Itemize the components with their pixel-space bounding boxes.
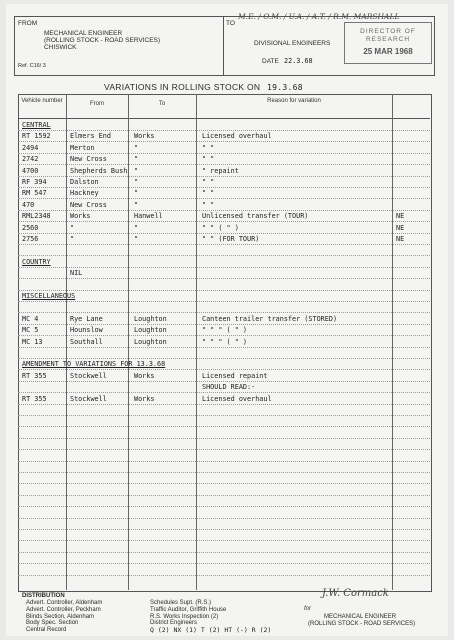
row-from: New Cross xyxy=(70,155,107,164)
ruled-line xyxy=(18,164,430,165)
ruled-line xyxy=(18,449,430,450)
row-from: Southall xyxy=(70,337,103,346)
form-title-text: VARIATIONS IN ROLLING STOCK ON xyxy=(104,82,261,92)
row-reason: Licensed overhaul xyxy=(202,394,272,403)
row-reason: " " xyxy=(202,155,215,164)
ruled-line xyxy=(18,335,430,336)
row-reason: " " " ( " ) xyxy=(202,337,248,346)
row-to: Works xyxy=(134,132,155,141)
col-divider-3 xyxy=(196,94,197,590)
row-to: " xyxy=(134,189,139,198)
row-from: Dalston xyxy=(70,178,99,186)
to-handwritten: M.E. / O.M. / U.A. / A.T. / R.M. MARSHALL xyxy=(238,12,400,21)
date-value: 22.3.68 xyxy=(284,57,313,65)
row-veh: 2742 xyxy=(22,155,39,164)
distribution-codes: Q (2) NX (1) T (2) HT (-) R (2) xyxy=(150,626,272,635)
row-reason: SHOULD READ:- xyxy=(202,383,256,392)
col-divider-4 xyxy=(392,94,393,590)
ruled-line xyxy=(18,483,430,484)
row-veh: RT 1592 xyxy=(22,132,51,141)
row-veh: AMENDMENT TO VARIATIONS FOR 13.3.68 xyxy=(22,360,166,369)
ruled-line xyxy=(18,369,430,370)
row-note: NE xyxy=(396,235,405,243)
row-veh: RF 394 xyxy=(22,178,47,186)
ruled-line xyxy=(18,404,430,405)
ruled-line xyxy=(18,187,430,188)
ruled-line xyxy=(18,426,430,427)
ruled-line xyxy=(18,312,430,313)
from-label: FROM xyxy=(18,20,38,27)
ruled-line xyxy=(18,438,430,439)
row-reason: " " ( " ) xyxy=(202,223,239,232)
distribution-list-2 xyxy=(150,600,271,634)
stamp-line-1: DIRECTOR OF xyxy=(360,28,416,35)
col-divider-2 xyxy=(128,94,129,590)
row-veh: RT 355 xyxy=(22,371,47,380)
ruled-line xyxy=(18,255,430,256)
row-to: " xyxy=(134,235,139,243)
row-from: Rye Lane xyxy=(70,314,103,323)
row-to: " xyxy=(134,143,139,152)
row-veh: MC 5 xyxy=(22,326,39,335)
distribution-item: Body Spec. Section xyxy=(26,620,79,627)
row-to: Loughton xyxy=(134,314,167,323)
row-veh: RT 355 xyxy=(22,394,47,403)
row-to: Hanwell xyxy=(134,212,163,221)
col-header-from: From xyxy=(90,101,104,107)
ruled-line xyxy=(18,244,430,245)
row-reason: " " xyxy=(202,143,215,152)
row-to: " xyxy=(134,155,139,164)
row-from: " xyxy=(70,235,75,243)
row-from: Merton xyxy=(70,143,95,152)
row-reason: " " xyxy=(202,178,215,186)
distribution-list-1 xyxy=(26,600,102,634)
form-title xyxy=(104,82,303,92)
distribution-item: Traffic Auditor, Griffith House xyxy=(150,606,227,613)
to-department: DIVISIONAL ENGINEERS xyxy=(254,40,331,47)
ruled-line xyxy=(18,153,430,154)
row-veh: 2756 xyxy=(22,235,39,243)
stamp-line-2: RESEARCH xyxy=(365,36,411,43)
row-reason: Licensed overhaul xyxy=(202,132,272,141)
row-reason: Unlicensed transfer (TOUR) xyxy=(202,212,309,221)
row-from: Stockwell xyxy=(70,394,107,403)
header-divider xyxy=(18,118,430,119)
row-to: " xyxy=(134,178,139,186)
row-from: New Cross xyxy=(70,200,107,209)
ruled-line xyxy=(18,552,430,553)
row-reason: Licensed repaint xyxy=(202,371,268,380)
row-veh: COUNTRY xyxy=(22,257,51,266)
ruled-line xyxy=(18,176,430,177)
ruled-line xyxy=(18,472,430,473)
row-veh: MC 13 xyxy=(22,337,43,346)
ruled-line xyxy=(18,221,430,222)
row-from: " xyxy=(70,223,75,232)
ruled-line xyxy=(18,278,430,279)
ruled-line xyxy=(18,392,430,393)
ruled-line xyxy=(18,529,430,530)
row-to: Loughton xyxy=(134,337,167,346)
row-veh: MC 4 xyxy=(22,314,39,323)
from-line-2: (ROLLING STOCK - ROAD SERVICES) xyxy=(44,37,161,44)
row-veh: RML2348 xyxy=(22,212,51,221)
row-veh: CENTRAL xyxy=(22,121,51,129)
signature-title: MECHANICAL ENGINEER xyxy=(324,614,397,620)
row-to: " xyxy=(134,200,139,209)
signature-subtitle: (ROLLING STOCK - ROAD SERVICES) xyxy=(308,621,416,627)
row-reason: " " " ( " ) xyxy=(202,326,248,335)
from-line-3: CHISWICK xyxy=(44,44,77,51)
ruled-line xyxy=(18,358,430,359)
row-note: NE xyxy=(396,223,405,232)
ruled-line xyxy=(18,198,430,199)
row-to: Works xyxy=(134,371,155,380)
row-veh: 2494 xyxy=(22,143,39,152)
distribution-item: District Engineers xyxy=(150,620,198,627)
distribution-item: Schedules Supt. (R.S.) xyxy=(150,600,212,606)
ruled-line xyxy=(18,290,430,291)
row-reason: " repaint xyxy=(202,166,239,175)
row-from: Hounslow xyxy=(70,326,103,335)
ruled-line xyxy=(18,461,430,462)
ruled-line xyxy=(18,381,430,382)
to-label: TO xyxy=(226,20,235,27)
row-to: " xyxy=(134,223,139,232)
ruled-line xyxy=(18,540,430,541)
ruled-line xyxy=(18,267,430,268)
ruled-line xyxy=(18,233,430,234)
ruled-line xyxy=(18,415,430,416)
row-veh: 4700 xyxy=(22,166,39,175)
row-reason: " " xyxy=(202,200,215,209)
ruled-line xyxy=(18,563,430,564)
ruled-line xyxy=(18,324,430,325)
row-to: Loughton xyxy=(134,326,167,335)
ruled-line xyxy=(18,495,430,496)
ruled-line xyxy=(18,575,430,576)
row-veh: RM 547 xyxy=(22,189,47,198)
col-header-reason: Reason for variation xyxy=(267,98,321,104)
row-from: Stockwell xyxy=(70,371,107,380)
ruled-line xyxy=(18,210,430,211)
ruled-line xyxy=(18,518,430,519)
row-from: Works xyxy=(70,212,91,221)
distribution-item: Blinds Section, Aldenham xyxy=(26,613,95,620)
distribution-label: DISTRIBUTION xyxy=(22,593,65,599)
row-reason: Canteen trailer transfer (STORED) xyxy=(202,314,338,323)
row-reason: " " (FOR TOUR) xyxy=(202,235,260,243)
date-label: DATE xyxy=(262,58,279,65)
distribution-item: R.S. Works Inspection (2) xyxy=(150,613,219,620)
ruled-line xyxy=(18,301,430,302)
row-to: " xyxy=(134,166,139,175)
distribution-item: Advert. Controller, Aldenham xyxy=(26,600,103,606)
row-to: Works xyxy=(134,394,155,403)
row-reason: " " xyxy=(202,189,215,198)
form-title-date: 19.3.68 xyxy=(267,83,303,92)
received-stamp xyxy=(344,22,432,64)
row-from: Hackney xyxy=(70,189,99,198)
ruled-line xyxy=(18,141,430,142)
stamp-date: 25 MAR 1968 xyxy=(363,47,413,56)
ruled-line xyxy=(18,506,430,507)
signature: J.W. Cormack xyxy=(322,588,389,599)
reference-number: Ref. C16/ 3 xyxy=(18,63,46,69)
row-from: NIL xyxy=(70,269,83,278)
from-line-1: MECHANICAL ENGINEER xyxy=(44,30,123,37)
col-divider-1 xyxy=(66,94,67,590)
row-veh: 2560 xyxy=(22,223,39,232)
ruled-line xyxy=(18,347,430,348)
ruled-line xyxy=(18,130,430,131)
distribution-item: Advert. Controller, Peckham xyxy=(26,606,101,613)
distribution-item: Central Record xyxy=(26,627,67,634)
row-veh: 470 xyxy=(22,200,35,209)
row-from: Shepherds Bush xyxy=(70,166,128,175)
row-veh: MISCELLANEOUS xyxy=(22,292,76,300)
row-from: Elmers End xyxy=(70,132,111,141)
col-header-to: To xyxy=(158,101,166,107)
row-note: NE xyxy=(396,212,405,221)
col-header-vehicle: Vehicle number xyxy=(21,98,63,104)
signature-for: for xyxy=(304,606,312,612)
